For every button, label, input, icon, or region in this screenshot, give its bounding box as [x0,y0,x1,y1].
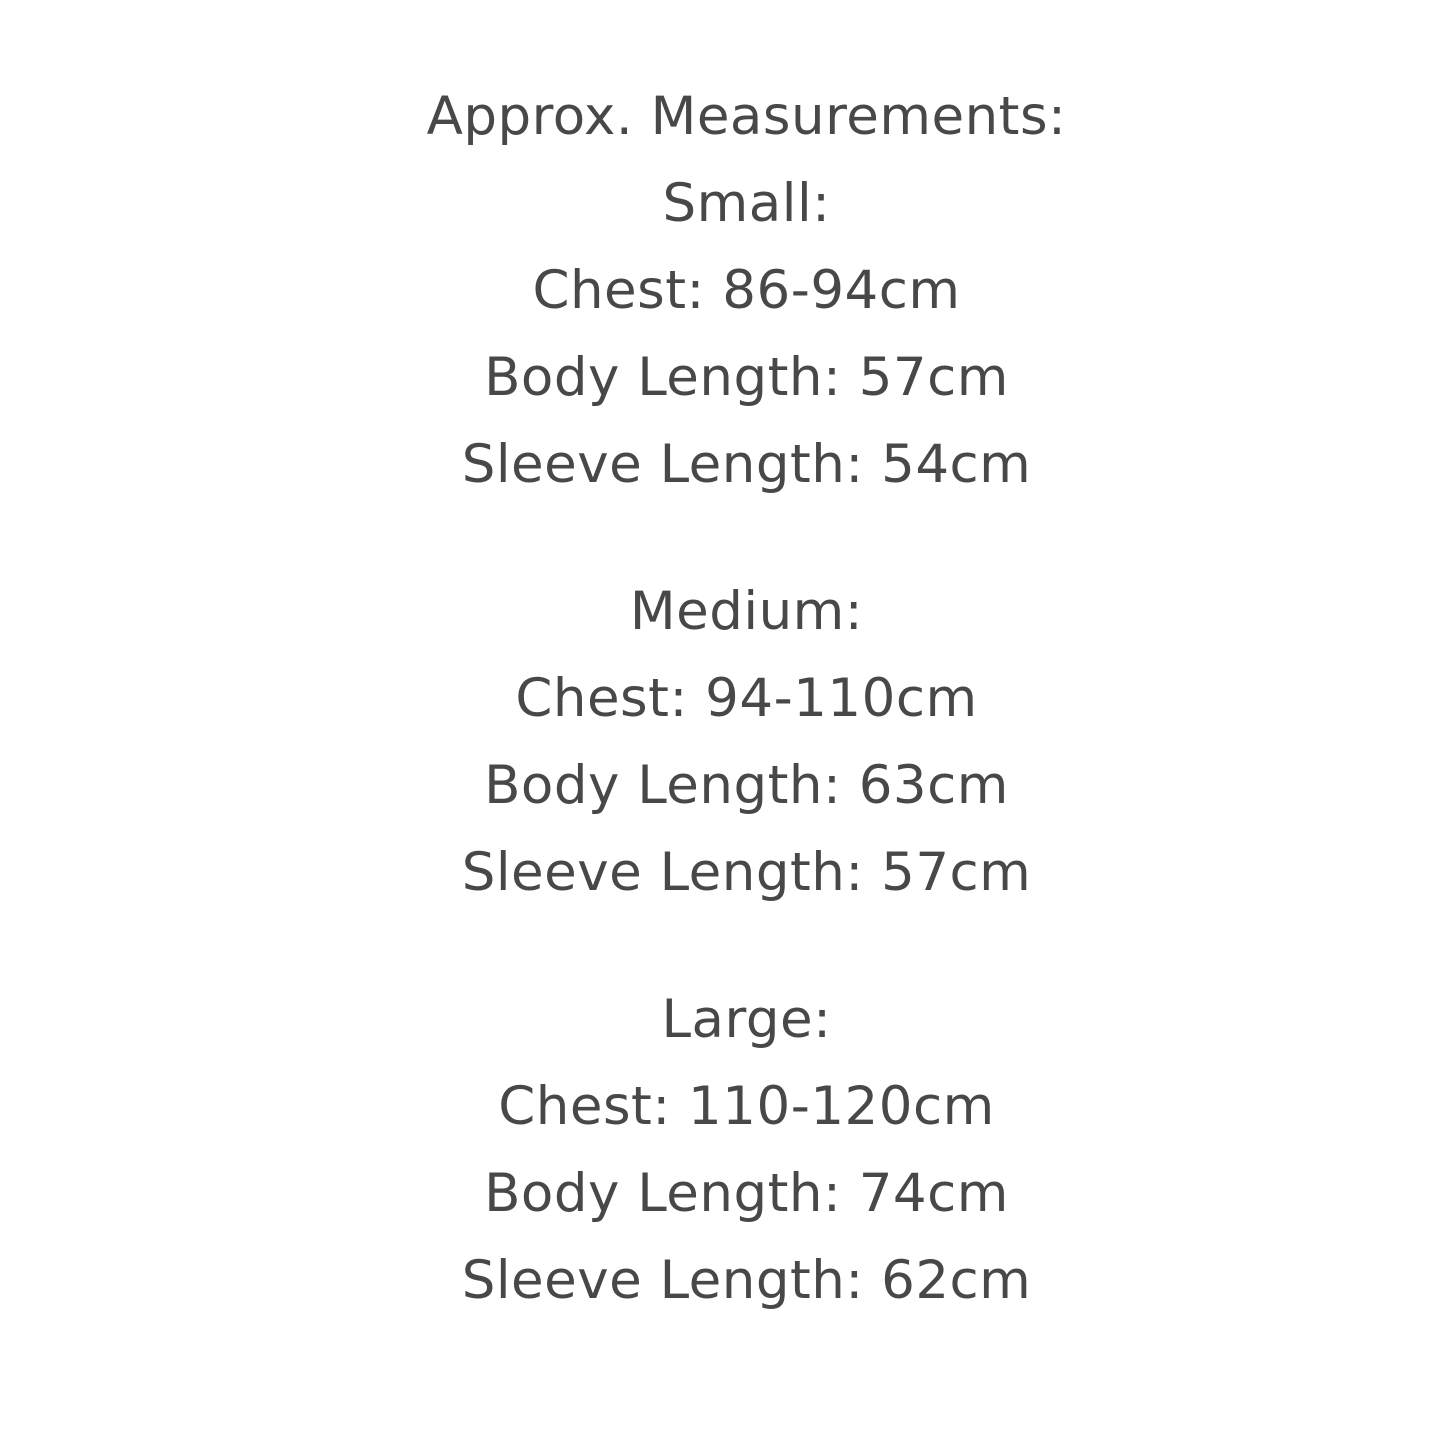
measurement-chest-large: Chest: 110-120cm [498,1076,995,1137]
page-title: Approx. Measurements: [426,86,1067,147]
measurement-body-length-large: Body Length: 74cm [484,1163,1009,1224]
measurements-text-block [24,73,1445,1324]
size-section-medium [24,568,1445,916]
size-heading-large: Large: [661,989,832,1050]
measurement-chest-medium: Chest: 94-110cm [515,668,978,729]
size-section-large [24,976,1445,1324]
measurement-body-length-medium: Body Length: 63cm [484,755,1009,816]
measurement-sleeve-length-small: Sleeve Length: 54cm [461,434,1032,495]
size-heading-small: Small: [662,173,831,234]
measurement-sleeve-length-large: Sleeve Length: 62cm [461,1250,1032,1311]
size-heading-medium: Medium: [629,581,864,642]
measurement-chest-small: Chest: 86-94cm [532,260,961,321]
measurement-body-length-small: Body Length: 57cm [484,347,1009,408]
size-section-small [24,160,1445,508]
measurement-sleeve-length-medium: Sleeve Length: 57cm [461,842,1032,903]
